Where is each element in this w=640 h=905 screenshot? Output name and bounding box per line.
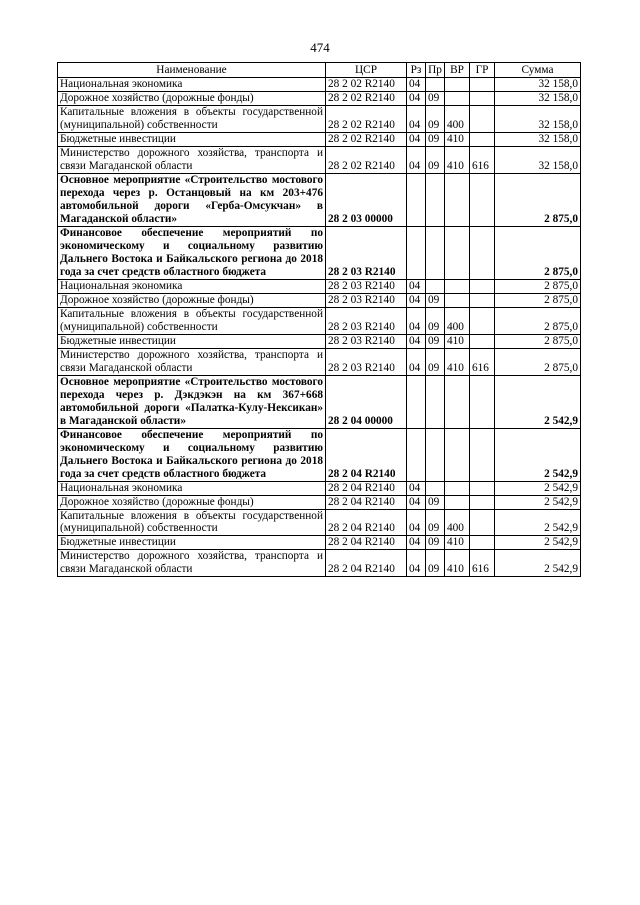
cell-csr: 28 2 03 R2140	[326, 334, 407, 348]
cell-gr	[470, 293, 495, 307]
table-row	[58, 279, 581, 293]
table-row	[58, 348, 581, 375]
cell-rz: 04	[407, 105, 426, 132]
cell-rz: 04	[407, 78, 426, 92]
cell-rz	[407, 173, 426, 226]
header-csr: ЦСР	[326, 63, 407, 78]
cell-sum: 2 875,0	[495, 307, 581, 334]
cell-vr	[445, 481, 470, 495]
cell-csr: 28 2 03 R2140	[326, 307, 407, 334]
cell-gr	[470, 132, 495, 146]
cell-sum: 2 542,9	[495, 428, 581, 481]
cell-pr: 09	[426, 91, 445, 105]
cell-rz: 04	[407, 279, 426, 293]
cell-csr: 28 2 02 R2140	[326, 105, 407, 132]
table-row	[58, 91, 581, 105]
cell-vr	[445, 428, 470, 481]
cell-sum: 32 158,0	[495, 105, 581, 132]
cell-pr: 09	[426, 307, 445, 334]
cell-pr	[426, 226, 445, 279]
header-name: Наименование	[58, 63, 326, 78]
cell-gr	[470, 105, 495, 132]
cell-rz: 04	[407, 550, 426, 577]
cell-pr: 09	[426, 132, 445, 146]
table-row	[58, 334, 581, 348]
cell-gr: 616	[470, 146, 495, 173]
cell-name: Капитальные вложения в объекты государственной (муниципальной) собственности	[58, 509, 326, 536]
cell-name: Дорожное хозяйство (дорожные фонды)	[58, 91, 326, 105]
cell-sum: 32 158,0	[495, 146, 581, 173]
table-row	[58, 293, 581, 307]
cell-vr	[445, 173, 470, 226]
cell-csr: 28 2 04 R2140	[326, 550, 407, 577]
cell-name: Бюджетные инвестиции	[58, 132, 326, 146]
cell-gr: 616	[470, 348, 495, 375]
cell-vr	[445, 293, 470, 307]
cell-gr	[470, 307, 495, 334]
cell-vr: 410	[445, 132, 470, 146]
cell-csr: 28 2 04 R2140	[326, 536, 407, 550]
cell-csr: 28 2 03 R2140	[326, 348, 407, 375]
cell-sum: 2 542,9	[495, 536, 581, 550]
table-row	[58, 509, 581, 536]
cell-sum: 2 542,9	[495, 550, 581, 577]
table-row	[58, 550, 581, 577]
cell-vr: 400	[445, 509, 470, 536]
cell-gr	[470, 428, 495, 481]
cell-rz: 04	[407, 348, 426, 375]
cell-name: Дорожное хозяйство (дорожные фонды)	[58, 293, 326, 307]
cell-vr: 410	[445, 348, 470, 375]
table-header-row	[58, 63, 581, 78]
cell-csr: 28 2 02 R2140	[326, 78, 407, 92]
cell-csr: 28 2 03 00000	[326, 173, 407, 226]
cell-pr: 09	[426, 509, 445, 536]
cell-csr: 28 2 03 R2140	[326, 226, 407, 279]
header-gr: ГР	[470, 63, 495, 78]
cell-rz: 04	[407, 146, 426, 173]
header-sum: Сумма	[495, 63, 581, 78]
cell-pr: 09	[426, 550, 445, 577]
cell-rz: 04	[407, 293, 426, 307]
cell-name: Финансовое обеспечение мероприятий по экономическому и социальному развитию Дальнего Востока и Байкальского региона до 2018 года за счет средств областного бюджета	[58, 226, 326, 279]
cell-vr	[445, 226, 470, 279]
cell-pr	[426, 173, 445, 226]
cell-rz: 04	[407, 509, 426, 536]
cell-pr: 09	[426, 495, 445, 509]
cell-gr	[470, 495, 495, 509]
cell-sum: 2 875,0	[495, 293, 581, 307]
cell-name: Министерство дорожного хозяйства, транспорта и связи Магаданской области	[58, 348, 326, 375]
cell-name: Министерство дорожного хозяйства, транспорта и связи Магаданской области	[58, 550, 326, 577]
table-row	[58, 78, 581, 92]
cell-pr	[426, 375, 445, 428]
cell-pr	[426, 279, 445, 293]
table-row	[58, 481, 581, 495]
cell-vr	[445, 375, 470, 428]
cell-csr: 28 2 03 R2140	[326, 279, 407, 293]
cell-gr: 616	[470, 550, 495, 577]
cell-gr	[470, 91, 495, 105]
cell-gr	[470, 279, 495, 293]
cell-name: Национальная экономика	[58, 279, 326, 293]
cell-sum: 32 158,0	[495, 78, 581, 92]
cell-sum: 32 158,0	[495, 91, 581, 105]
table-row	[58, 428, 581, 481]
cell-vr	[445, 78, 470, 92]
cell-pr: 09	[426, 536, 445, 550]
cell-name: Капитальные вложения в объекты государственной (муниципальной) собственности	[58, 105, 326, 132]
cell-pr	[426, 481, 445, 495]
cell-sum: 2 542,9	[495, 495, 581, 509]
cell-rz: 04	[407, 495, 426, 509]
cell-vr	[445, 279, 470, 293]
cell-name: Национальная экономика	[58, 481, 326, 495]
cell-rz: 04	[407, 334, 426, 348]
cell-rz	[407, 375, 426, 428]
cell-csr: 28 2 04 R2140	[326, 428, 407, 481]
cell-csr: 28 2 04 R2140	[326, 495, 407, 509]
cell-pr: 09	[426, 348, 445, 375]
cell-csr: 28 2 04 00000	[326, 375, 407, 428]
cell-sum: 2 875,0	[495, 279, 581, 293]
cell-csr: 28 2 03 R2140	[326, 293, 407, 307]
cell-name: Национальная экономика	[58, 78, 326, 92]
cell-gr	[470, 509, 495, 536]
cell-csr: 28 2 04 R2140	[326, 481, 407, 495]
table-row	[58, 173, 581, 226]
cell-csr: 28 2 02 R2140	[326, 132, 407, 146]
table-row	[58, 307, 581, 334]
table-row	[58, 536, 581, 550]
cell-rz: 04	[407, 132, 426, 146]
cell-sum: 2 542,9	[495, 481, 581, 495]
cell-name: Дорожное хозяйство (дорожные фонды)	[58, 495, 326, 509]
cell-pr: 09	[426, 146, 445, 173]
cell-gr	[470, 375, 495, 428]
cell-pr: 09	[426, 334, 445, 348]
cell-rz: 04	[407, 307, 426, 334]
cell-vr: 410	[445, 146, 470, 173]
cell-vr	[445, 91, 470, 105]
cell-gr	[470, 481, 495, 495]
cell-rz: 04	[407, 91, 426, 105]
cell-rz: 04	[407, 481, 426, 495]
table-row	[58, 105, 581, 132]
table-row	[58, 132, 581, 146]
cell-sum: 2 542,9	[495, 375, 581, 428]
cell-gr	[470, 536, 495, 550]
cell-gr	[470, 334, 495, 348]
cell-vr: 410	[445, 334, 470, 348]
cell-pr: 09	[426, 105, 445, 132]
cell-csr: 28 2 02 R2140	[326, 91, 407, 105]
cell-name: Финансовое обеспечение мероприятий по экономическому и социальному развитию Дальнего Востока и Байкальского региона до 2018 года за счет средств областного бюджета	[58, 428, 326, 481]
cell-gr	[470, 226, 495, 279]
cell-name: Бюджетные инвестиции	[58, 334, 326, 348]
cell-vr: 410	[445, 536, 470, 550]
cell-vr	[445, 495, 470, 509]
cell-vr: 410	[445, 550, 470, 577]
cell-sum: 2 875,0	[495, 348, 581, 375]
table-row	[58, 375, 581, 428]
cell-vr: 400	[445, 105, 470, 132]
page-number: 474	[310, 40, 330, 55]
header-rz: Рз	[407, 63, 426, 78]
cell-name: Бюджетные инвестиции	[58, 536, 326, 550]
cell-gr	[470, 173, 495, 226]
table-row	[58, 146, 581, 173]
cell-rz	[407, 226, 426, 279]
cell-sum: 32 158,0	[495, 132, 581, 146]
cell-sum: 2 875,0	[495, 334, 581, 348]
cell-name: Капитальные вложения в объекты государственной (муниципальной) собственности	[58, 307, 326, 334]
header-pr: Пр	[426, 63, 445, 78]
cell-pr: 09	[426, 293, 445, 307]
cell-vr: 400	[445, 307, 470, 334]
cell-rz	[407, 428, 426, 481]
cell-csr: 28 2 02 R2140	[326, 146, 407, 173]
cell-name: Основное мероприятие «Строительство мостового перехода через р. Останцовый на км 203+476 автомобильной дороги «Герба-Омсукчан» в Магаданской области»	[58, 173, 326, 226]
cell-pr	[426, 78, 445, 92]
table-body	[58, 78, 581, 577]
cell-sum: 2 875,0	[495, 226, 581, 279]
cell-gr	[470, 78, 495, 92]
table-row	[58, 226, 581, 279]
cell-pr	[426, 428, 445, 481]
header-vr: ВР	[445, 63, 470, 78]
cell-name: Основное мероприятие «Строительство мостового перехода через р. Дэкдэкэн на км 367+668 автомобильной дороги «Палатка-Кулу-Нексикан» в Магаданской области»	[58, 375, 326, 428]
budget-table	[57, 62, 581, 577]
cell-rz: 04	[407, 536, 426, 550]
cell-csr: 28 2 04 R2140	[326, 509, 407, 536]
cell-sum: 2 542,9	[495, 509, 581, 536]
cell-sum: 2 875,0	[495, 173, 581, 226]
cell-name: Министерство дорожного хозяйства, транспорта и связи Магаданской области	[58, 146, 326, 173]
table-row	[58, 495, 581, 509]
